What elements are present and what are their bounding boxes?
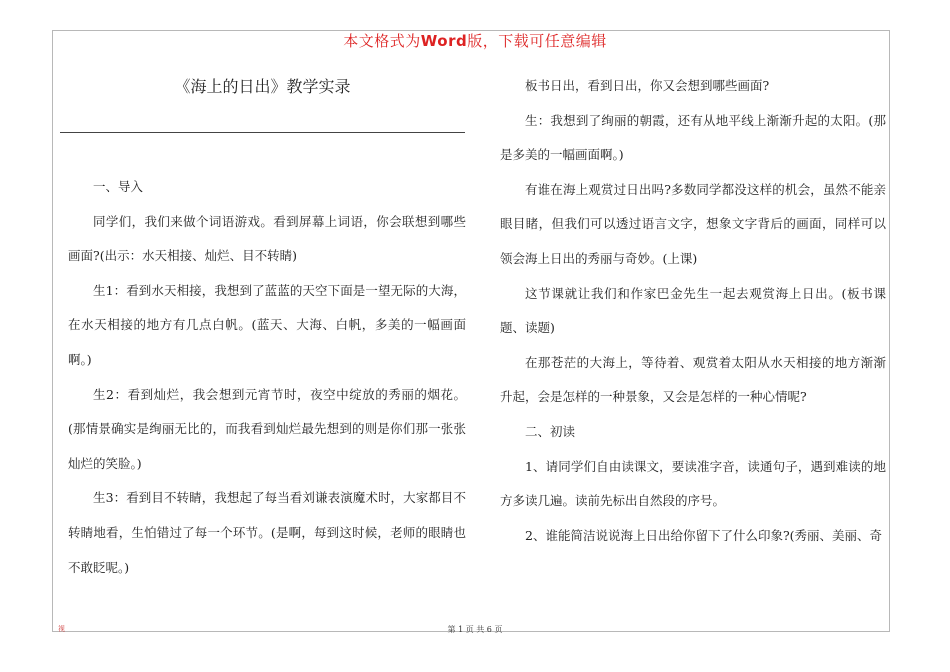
page-border-left bbox=[52, 30, 53, 632]
watermark-prefix: 本文格式为 bbox=[343, 32, 421, 50]
left-text-column bbox=[68, 170, 466, 585]
paragraph: 同学们，我们来做个词语游戏。看到屏幕上词语，你会联想到哪些画面?(出示：水天相接、灿烂、目不转睛) bbox=[68, 213, 466, 264]
paragraph: 生3：看到目不转睛，我想起了每当看刘谦表演魔术时，大家都目不转睛地看，生怕错过了每一个环节。(是啊，每到这时候，老师的眼睛也不敢眨呢。) bbox=[68, 490, 466, 575]
page-border-right bbox=[889, 30, 890, 632]
watermark-banner bbox=[0, 30, 950, 51]
watermark-word: Word bbox=[420, 32, 468, 50]
right-text-column bbox=[500, 69, 886, 553]
paragraph: 生：我想到了绚丽的朝霞，还有从地平线上渐渐升起的太阳。(那是多美的一幅画面啊。) bbox=[500, 112, 886, 163]
paragraph: 这节课就让我们和作家巴金先生一起去观赏海上日出。(板书课题、读题) bbox=[500, 285, 886, 336]
title-divider bbox=[60, 132, 465, 133]
corner-mark: 视 bbox=[58, 625, 65, 633]
section-heading-intro: 一、导入 bbox=[93, 179, 144, 194]
paragraph: 2、谁能简洁说说海上日出给你留下了什么印象?(秀丽、美丽、奇 bbox=[525, 527, 883, 543]
document-title: 《海上的日出》教学实录 bbox=[174, 77, 351, 96]
paragraph: 在那苍茫的大海上，等待着、观赏着太阳从水天相接的地方渐渐升起，会是怎样的一种景象，又会是怎样的一种心情呢? bbox=[500, 354, 886, 405]
paragraph: 生1：看到水天相接，我想到了蓝蓝的天空下面是一望无际的大海，在水天相接的地方有几点白帆。(蓝天、大海、白帆，多美的一幅画面啊。) bbox=[68, 282, 466, 367]
section-heading-first-reading: 二、初读 bbox=[525, 423, 576, 439]
page-number-footer: 第 1 页 共 6 页 bbox=[447, 625, 503, 634]
paragraph: 板书日出，看到日出，你又会想到哪些画面? bbox=[525, 78, 770, 93]
watermark-suffix: 版，下载可任意编辑 bbox=[467, 32, 607, 50]
paragraph: 生2：看到灿烂，我会想到元宵节时，夜空中绽放的秀丽的烟花。(那情景确实是绚丽无比的，而我看到灿烂最先想到的则是你们那一张张灿烂的笑脸。) bbox=[68, 386, 466, 471]
paragraph: 1、请同学们自由读课文，要读准字音，读通句子，遇到难读的地方多读几遍。读前先标出自然段的序号。 bbox=[500, 458, 886, 509]
paragraph: 有谁在海上观赏过日出吗?多数同学都没这样的机会，虽然不能亲眼目睹，但我们可以透过语言文字，想象文字背后的画面，同样可以领会海上日出的秀丽与奇妙。(上课) bbox=[500, 181, 886, 266]
